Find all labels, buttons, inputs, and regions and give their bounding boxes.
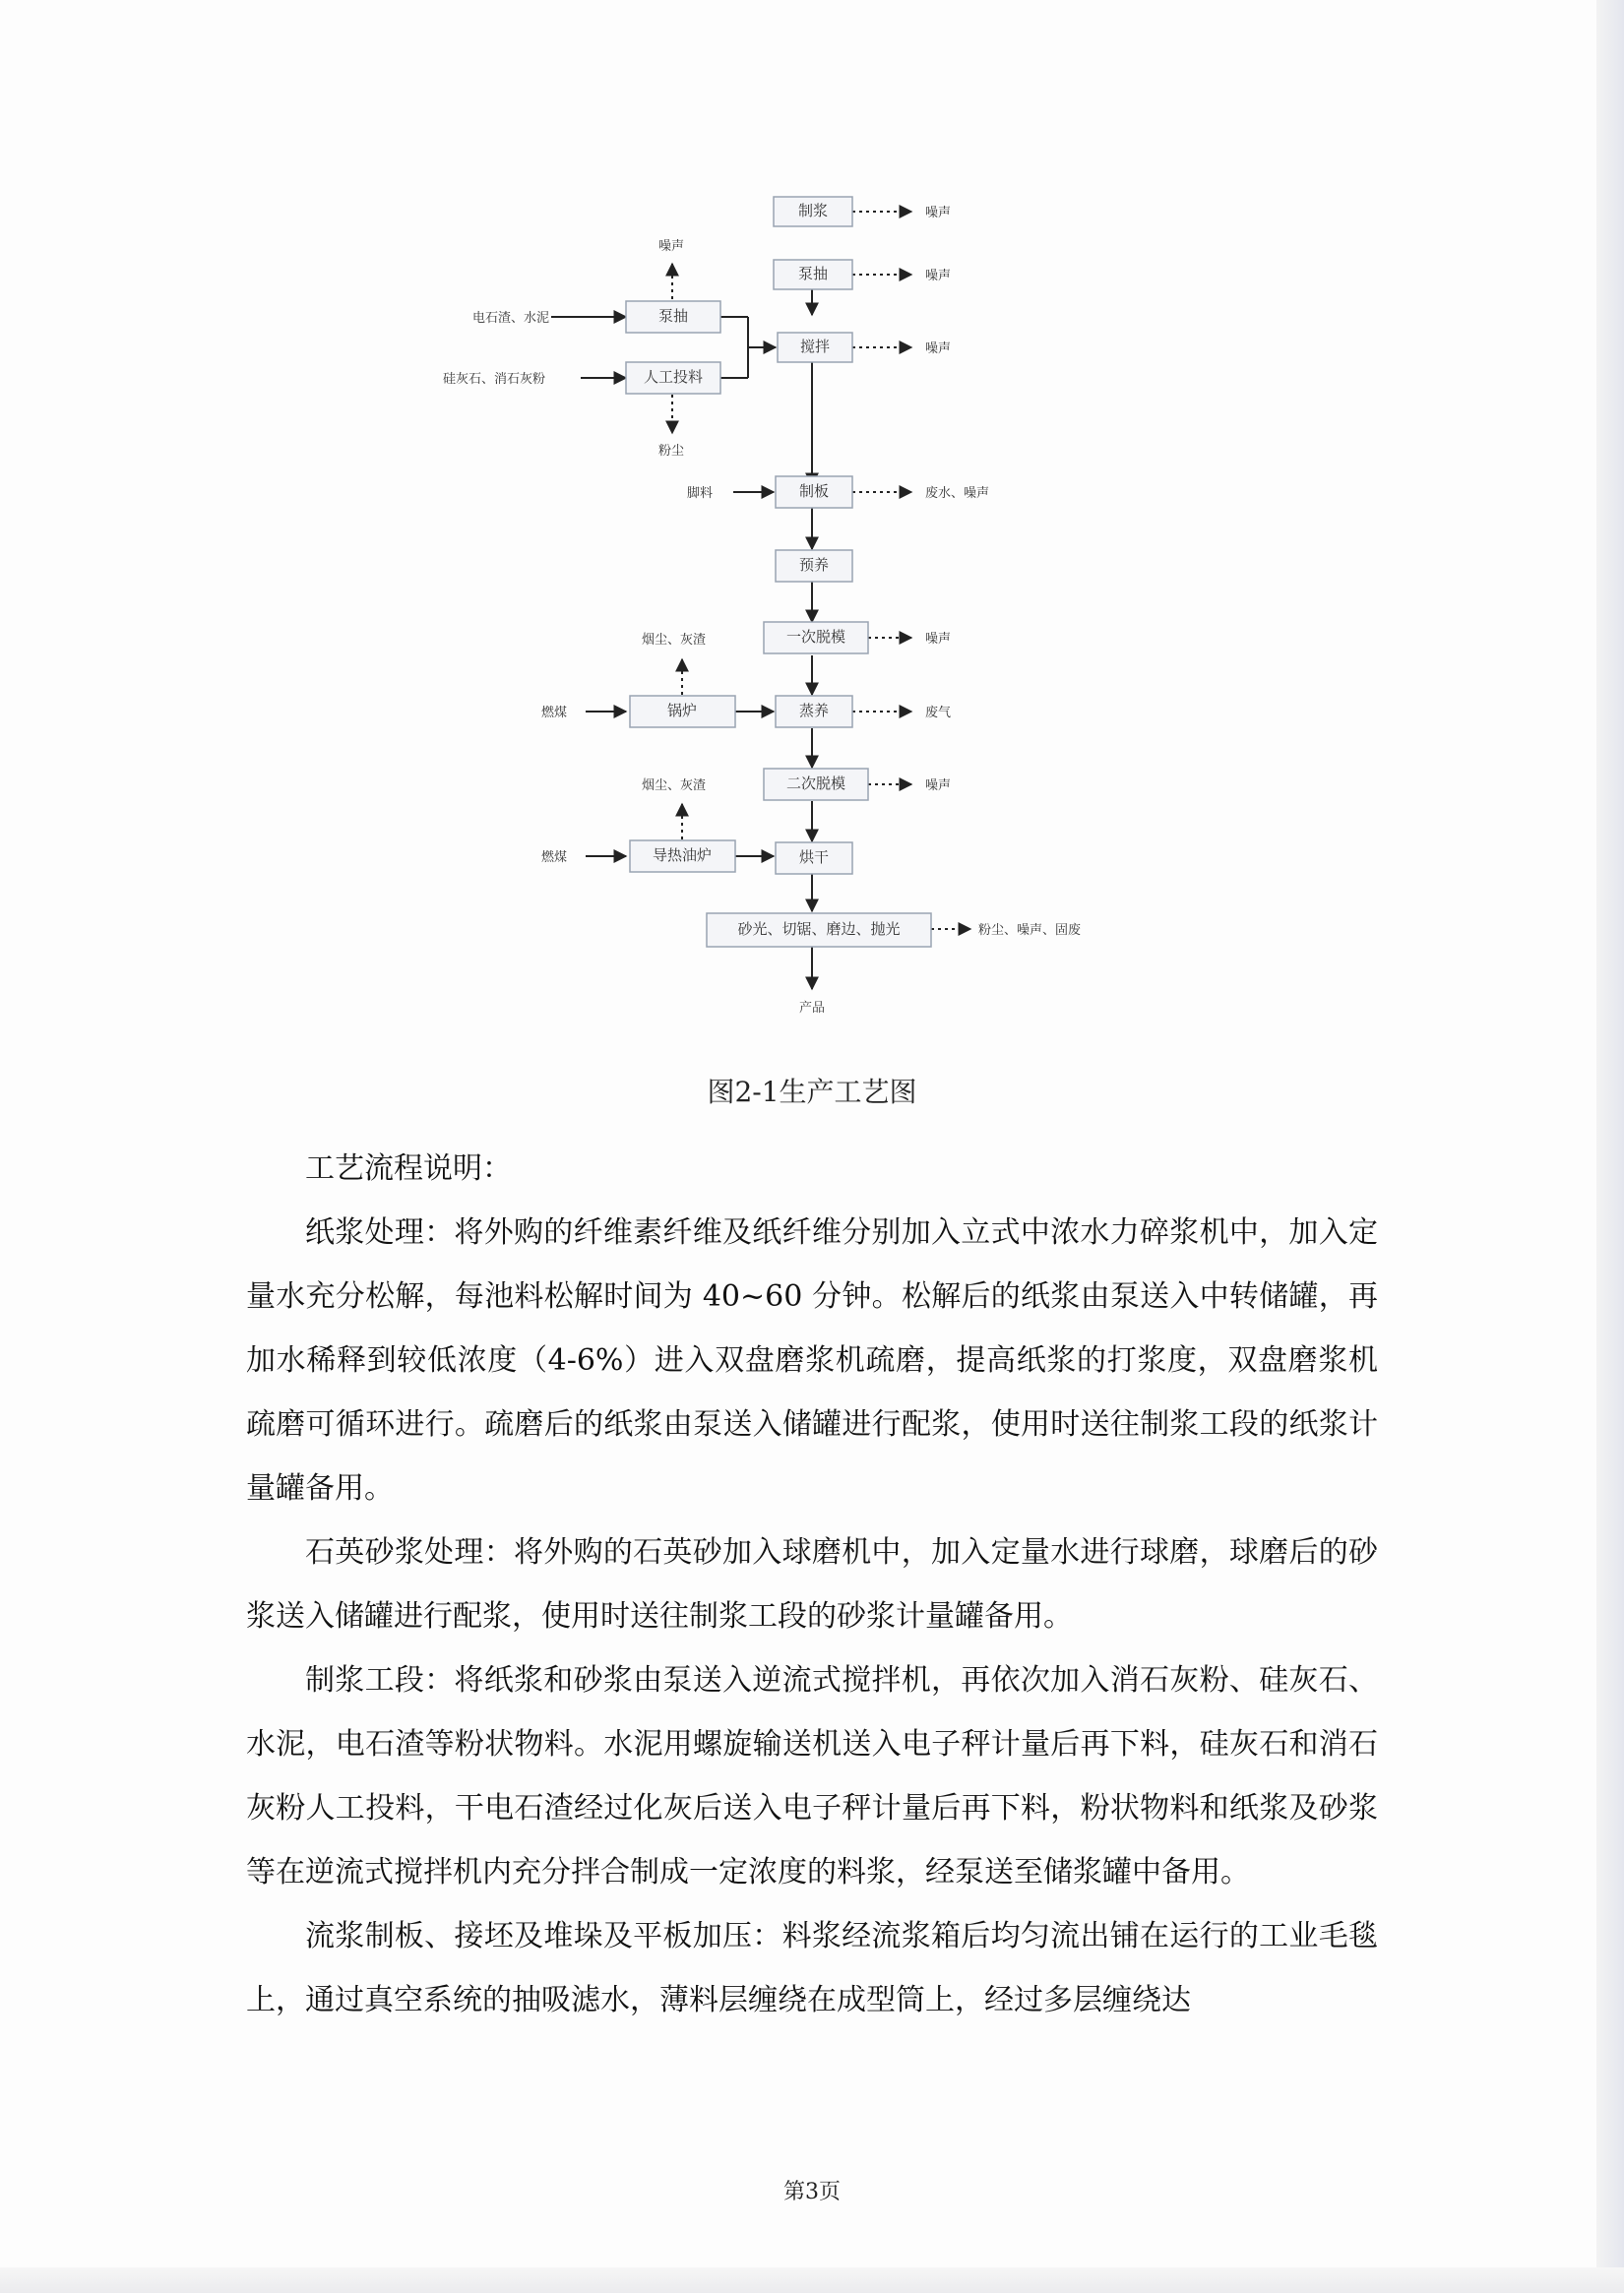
label-input-carbide-cement: 电石渣、水泥	[472, 311, 550, 326]
box-thermal-oil-furnace-label: 导热油炉	[652, 846, 713, 864]
label-soot-ash-1: 烟尘、灰渣	[642, 633, 707, 648]
label-coal-1: 燃煤	[541, 706, 568, 720]
box-mixing-label: 搅拌	[799, 338, 831, 355]
box-pump-main-label: 泵抽	[797, 265, 829, 282]
box-pump-side-label: 泵抽	[657, 307, 689, 325]
label-noise-1: 噪声	[925, 206, 952, 220]
diagram-labels	[443, 206, 1081, 1016]
paragraph-forming: 流浆制板、接坯及堆垛及平板加压：料浆经流浆箱后均匀流出铺在运行的工业毛毯上，通过真空系统的抽吸滤水，薄料层缠绕在成型筒上，经过多层缠绕达	[246, 1919, 1378, 2017]
label-dust-noise-solid-waste: 粉尘、噪声、固废	[978, 923, 1082, 938]
box-finishing-label: 砂光、切锯、磨边、抛光	[737, 920, 901, 938]
label-product: 产品	[799, 1001, 826, 1016]
label-coal-2: 燃煤	[541, 850, 568, 865]
box-manual-feed-label: 人工投料	[643, 368, 704, 386]
scan-edge-bottom	[0, 2267, 1624, 2293]
box-first-demold-label: 一次脱模	[785, 628, 846, 646]
paragraph-pulp: 纸浆处理：将外购的纤维素纤维及纸纤维分别加入立式中浓水力碎浆机中，加入定量水充分松解，每池料松解时间为 40~60 分钟。松解后的纸浆由泵送入中转储罐，再加水稀释到较低浓度（4-6%）进入双盘磨浆机疏磨，提高纸浆的打浆度，双盘磨浆机疏磨可循环进行。疏磨后的纸浆由泵送入储罐进行配浆，使用时送往制浆工段的纸浆计量罐备用。	[246, 1215, 1378, 1506]
label-soot-ash-2: 烟尘、灰渣	[642, 778, 707, 793]
box-drying-label: 烘干	[798, 848, 830, 866]
label-noise-2: 噪声	[925, 269, 952, 283]
page-number: 第3页	[783, 2180, 841, 2204]
box-second-demold-label: 二次脱模	[785, 775, 846, 792]
label-input-wollastonite-lime: 硅灰石、消石灰粉	[443, 372, 546, 387]
label-noise-4: 噪声	[925, 632, 952, 647]
figure-caption: 图2-1生产工艺图	[707, 1076, 917, 1108]
box-boiler-label: 锅炉	[666, 702, 698, 719]
process-flow-diagram	[0, 0, 1624, 1043]
label-exhaust-gas: 废气	[925, 706, 952, 720]
box-pulping-label: 制浆	[797, 202, 829, 219]
label-noise-3: 噪声	[925, 341, 952, 356]
label-noise-side: 噪声	[658, 239, 685, 254]
box-board-making-label: 制板	[798, 482, 830, 500]
paragraph-slurry: 制浆工段：将纸浆和砂浆由泵送入逆流式搅拌机，再依次加入消石灰粉、硅灰石、水泥，电石渣等粉状物料。水泥用螺旋输送机送入电子秤计量后再下料，硅灰石和消石灰粉人工投料，干电石渣经过化灰后送入电子秤计量后再下料，粉状物料和纸浆及砂浆等在逆流式搅拌机内充分拌合制成一定浓度的料浆，经泵送至储浆罐中备用。	[246, 1663, 1378, 1890]
diagram-connectors	[551, 212, 970, 989]
label-wastewater-noise: 废水、噪声	[925, 486, 990, 501]
box-steam-curing-label: 蒸养	[798, 702, 830, 719]
paragraph-quartz: 石英砂浆处理：将外购的石英砂加入球磨机中，加入定量水进行球磨，球磨后的砂浆送入储罐进行配浆，使用时送往制浆工段的砂浆计量罐备用。	[246, 1535, 1378, 1634]
section-heading: 工艺流程说明：	[305, 1151, 512, 1186]
box-pre-curing-label: 预养	[798, 556, 830, 574]
label-dust: 粉尘	[658, 444, 685, 459]
label-noise-5: 噪声	[925, 778, 952, 793]
label-scrap-input: 脚料	[687, 486, 714, 501]
diagram-boxes	[626, 197, 931, 947]
body-text	[246, 1137, 1378, 2032]
